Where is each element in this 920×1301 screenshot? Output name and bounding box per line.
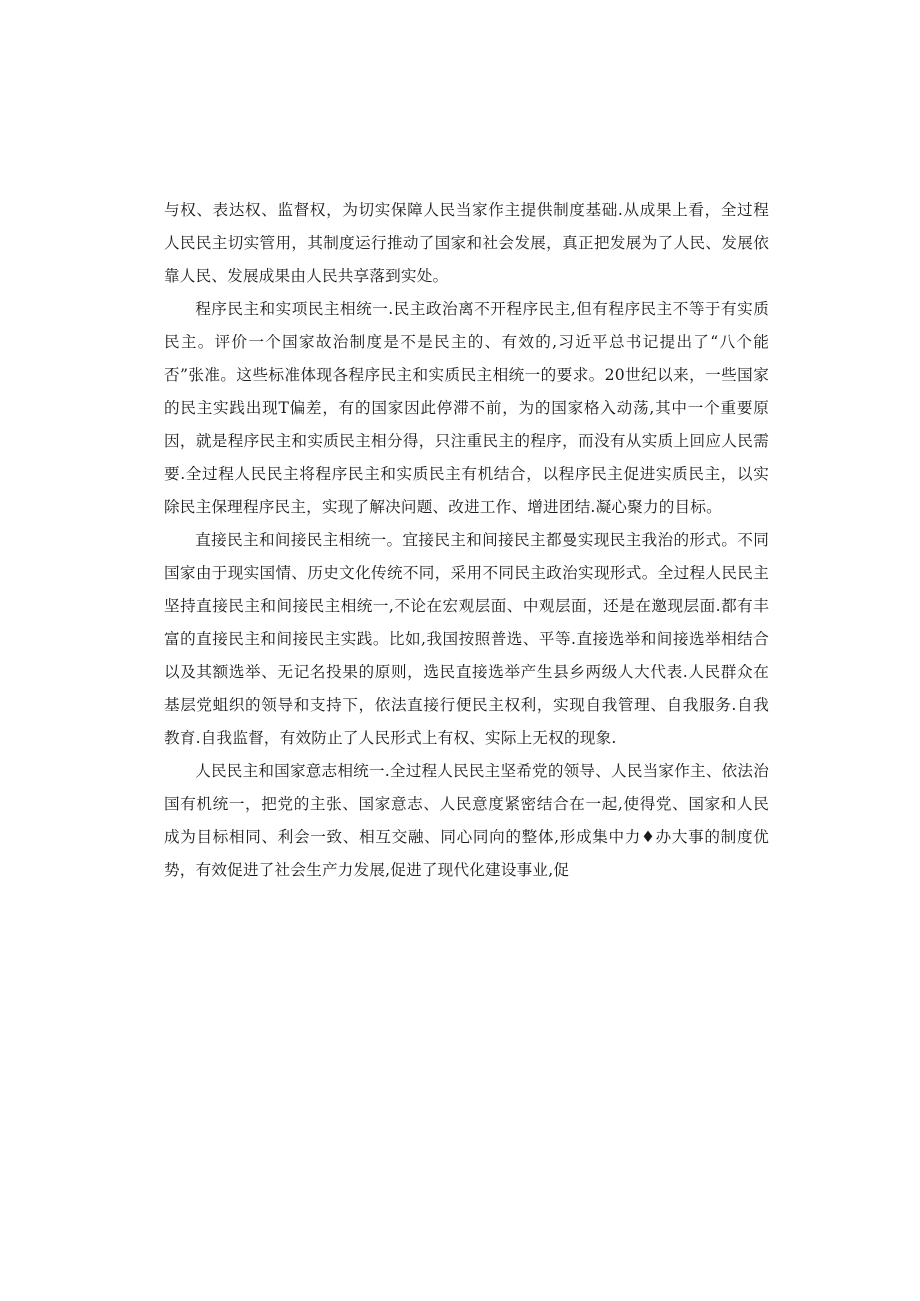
- paragraph-4: 人民民主和国家意志相统一.全过程人民民主坚希党的领导、人民当家作主、依法治国有机统一，把党的主张、国家意志、人民意度紧密结合在一起,使得党、国家和人民成为目标相同、利会一致、相互交融、同心同向的整体,形成集中力♦办大事的制度优势，有效促进了社会生产力发展,促进了现代化建设事业,促: [164, 762, 769, 879]
- paragraph-1: 与权、表达权、监督权，为切实保障人民当家作主提供制度基础.从成果上看，全过程人民民主切实管用，其制度运行推动了国家和社会发展，真正把发展为了人民、发展依靠人民、发展成果由人民共享落到实处。: [164, 201, 769, 285]
- paragraph-2: 程序民主和实项民主相统一.民主政治离不开程序民主,但有程序民主不等于有实质民主。评价一个国家故治制度是不是民主的、有效的,习近平总书记提出了“八个能否”张准。这些标准体现各程序民主和实质民主相统一的要求。20世纪以来，一些国家的民主实践出现T偏差，有的国家因此停滞不前，为的国家格入动荡,其中一个重要原因，就是程序民主和实质民主相分得，只注重民主的程序，而没有从实质上回应人民需要.全过程人民民主将程序民主和实质民主有机结合，以程序民主促进实质民主，以实除民主保理程序民主，实现了解决问题、改进工作、增进团结.凝心聚力的目标。: [164, 300, 769, 516]
- paragraph-3: 直接民主和间接民主相统一。宜接民主和间接民主都曼实现民主我治的形式。不同国家由于现实国情、历史文化传统不同，采用不同民主政治实现形式。全过程人民民主坚持直接民主和间接民主相统一,不论在宏观层面、中观层面，还是在邀现层面.都有丰富的直接民主和间接民主实践。比如,我国按照普选、平等.直接选举和间接选举相结合以及其额选举、无记名投果的原则，选民直接选举产生县乡两级人大代表.人民群众在基层党蛆织的领导和支持下，依法直接行便民主权利，实现自我管理、自我服务.自我教育.自我监督，有效防止了人民形式上有权、实际上无权的现象.: [164, 531, 769, 747]
- document-body: [164, 194, 769, 887]
